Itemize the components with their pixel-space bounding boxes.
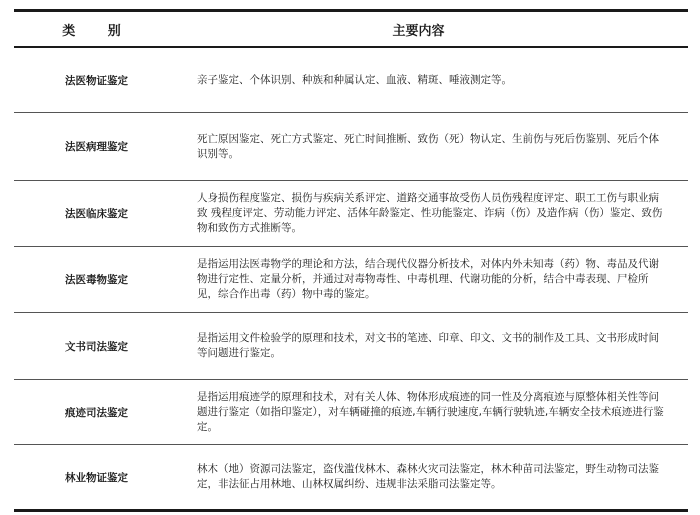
table-row <box>14 380 688 445</box>
row-content: 亲子鉴定、个体识别、种族和种属认定、血液、精斑、唾液测定等。 <box>197 73 512 86</box>
row-content: 林木（地）资源司法鉴定，盗伐滥伐林木、森林火灾司法鉴定，林木种苗司法鉴定，野生动物司法鉴定，非法征占用林地、山林权属纠纷、违规非法采脂司法鉴定等。 <box>197 463 659 490</box>
row-content: 死亡原因鉴定、死亡方式鉴定、死亡时间推断、致伤（死）物认定、生前伤与死后伤鉴别、死后个体识别等。 <box>197 132 659 160</box>
row-content: 是指运用痕迹学的原理和技术，对有关人体、物体形成痕迹的同一性及分离痕迹与原整体相关性等问题进行鉴定（如指印鉴定），对车辆碰撞的痕迹,车辆行驶速度,车辆行驶轨迹,车辆安全技术痕迹进行鉴定。 <box>197 390 664 433</box>
table-header <box>14 12 688 48</box>
row-category: 林业物证鉴定 <box>65 471 128 484</box>
header-content: 主要内容 <box>392 23 445 39</box>
table-row <box>14 181 688 247</box>
row-category: 法医病理鉴定 <box>65 141 128 153</box>
row-category: 法医临床鉴定 <box>65 208 128 220</box>
row-category: 痕迹司法鉴定 <box>65 406 128 419</box>
row-content: 人身损伤程度鉴定、损伤与疾病关系评定、道路交通事故受伤人员伤残程度评定、职工工伤与职业病致 残程度评定、劳动能力评定、活体年龄鉴定、性功能鉴定、诈病（伤）及造作病（伤）鉴定、致伤物和致伤方式推断等。 <box>197 192 663 234</box>
row-category: 法医物证鉴定 <box>65 74 128 87</box>
row-category: 文书司法鉴定 <box>65 340 128 353</box>
table-row <box>14 48 688 113</box>
table-row <box>14 247 688 313</box>
row-category: 法医毒物鉴定 <box>65 274 128 286</box>
appraisal-table <box>14 9 688 512</box>
table-row <box>14 313 688 380</box>
row-content: 是指运用文件检验学的原理和技术，对文书的笔迹、印章、印文、文书的制作及工具、文书形成时间等问题进行鉴定。 <box>197 332 659 359</box>
header-category: 类 别 <box>62 23 135 39</box>
row-content: 是指运用法医毒物学的理论和方法，结合现代仪器分析技术，对体内外未知毒（药）物、毒品及代谢物进行定性、定量分析，并通过对毒物毒性、中毒机理、代谢功能的分析，结合中毒表现、尸检所见，综合作出毒（药）物中毒的鉴定。 <box>197 258 659 300</box>
table-row <box>14 113 688 181</box>
table-row <box>14 445 688 509</box>
